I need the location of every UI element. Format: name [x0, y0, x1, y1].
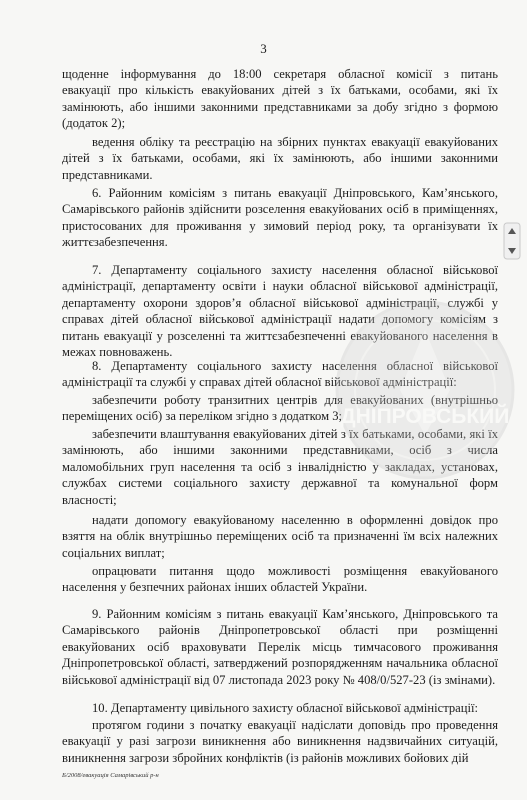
text-line: опрацювати питання щодо можливості розміщення евакуйованого [92, 564, 498, 578]
text-line: 6. Районним комісіям з питань евакуації Дніпровського, Кам’янського, [92, 186, 498, 200]
item-assistance [62, 512, 498, 561]
text-line: Самарівського районів здійснити розселення евакуйованих осіб в приміщеннях, [62, 202, 498, 217]
text-line: військової адміністрації від 07 листопада 2023 року № 408/0/527-23 (із змінами). [62, 672, 496, 687]
text-line: маломобільних груп населення та осіб з інвалідністю у закладах, установах, [62, 459, 498, 474]
text-line: замінюють, або іншими законними представниками за добу згідно з формою [62, 99, 498, 114]
text-line: забезпечити влаштування евакуйованих дітей з їх батьками, особами, які їх [92, 427, 498, 441]
item-informing [62, 66, 498, 132]
text-line: населення у безпечних районах інших областей України. [62, 580, 368, 595]
text-line: (додаток 2); [62, 116, 126, 131]
text-line: межах повноважень. [62, 344, 173, 359]
watermark-text: ДНІПРОВСЬКИЙ [340, 405, 510, 428]
paragraph-6 [62, 185, 498, 251]
text-line: справах дітей обласної військової адміністрації надати допомогу комісіям з [62, 312, 498, 327]
page-number: 3 [260, 41, 267, 56]
item-work-out [62, 563, 498, 596]
item-report [62, 717, 498, 766]
text-line: забезпечити роботу транзитних центрів для евакуйованих (внутрішньо [92, 393, 498, 407]
text-line: 8. Департаменту соціального захисту населення обласної військової [92, 359, 498, 373]
text-line: службах системи соціального захисту державної та комунальної форм [62, 476, 498, 491]
item-placement [62, 426, 498, 508]
text-line: життєзабезпечення. [62, 235, 168, 250]
text-line: евакуації про кількість евакуйованих дітей з їх батьками, особами, які їх [62, 83, 498, 98]
document-footer: Б/2008/евакуація Самарівський р-н [62, 772, 159, 779]
text-line: Дніпропетровської області, затверджений розпорядженням начальника обласної [62, 656, 498, 671]
paragraph-9 [62, 606, 498, 688]
text-line: власності; [62, 492, 117, 507]
page-scroll-handle-icon[interactable] [503, 222, 521, 260]
item-registration [62, 134, 498, 183]
text-line: дітей з їх батьками, особами, які їх замінюють, або іншими законними [62, 151, 498, 166]
text-line: замінюють, або іншими законними представниками, осіб з числа [62, 443, 498, 458]
text-line: пристосованих для проживання у зимовий період року, та організувати їх [62, 218, 498, 233]
text-line: щоденне інформування до 18:00 секретаря обласної комісії з питань [62, 67, 498, 81]
text-line: питань евакуації у розселенні та життєзабезпеченні евакуйованого населення в [62, 328, 498, 343]
text-line: департаменту охорони здоров’я обласної військової адміністрації, службі у [62, 295, 498, 310]
paragraph-7 [62, 262, 498, 360]
text-line: 9. Районним комісіям з питань евакуації Кам’янського, Дніпровського та [92, 607, 498, 621]
text-line: евакуйованих осіб враховувати Перелік місць тимчасового проживання [62, 639, 498, 654]
text-line: виникнення загрози збройних конфліктів (із районів можливих бойових дій [62, 750, 469, 765]
text-line: адміністрації, департаменту освіти і науки обласної військової адміністрації, [62, 279, 498, 294]
text-line: Самарівського районів Дніпропетровської області при розміщенні [62, 623, 498, 638]
text-line: переміщених осіб) за переліком згідно з додатком 3; [62, 409, 343, 424]
text-line: 10. Департаменту цивільного захисту обласної військової адміністрації: [92, 701, 478, 715]
text-line: адміністрації та службі у справах дітей обласної військової адміністрації: [62, 375, 457, 390]
text-line: надати допомогу евакуйованому населенню в оформленні довідок про [92, 513, 498, 527]
text-line: представниками. [62, 167, 153, 182]
text-line: 7. Департаменту соціального захисту населення обласної військової [92, 263, 498, 277]
text-line: евакуації у разі загрози виникнення або виникнення надзвичайних ситуацій, [62, 734, 498, 749]
text-line: ведення обліку та реєстрацію на збірних пунктах евакуації евакуйованих [92, 135, 498, 149]
paragraph-8 [62, 358, 498, 391]
paragraph-10 [62, 700, 498, 716]
item-transit-centers [62, 392, 498, 425]
text-line: протягом години з початку евакуації надіслати доповідь про проведення [92, 718, 498, 732]
text-line: соціальних виплат; [62, 545, 165, 560]
text-line: взяття на облік внутрішньо переміщених осіб та призначенні їм всіх належних [62, 529, 498, 544]
